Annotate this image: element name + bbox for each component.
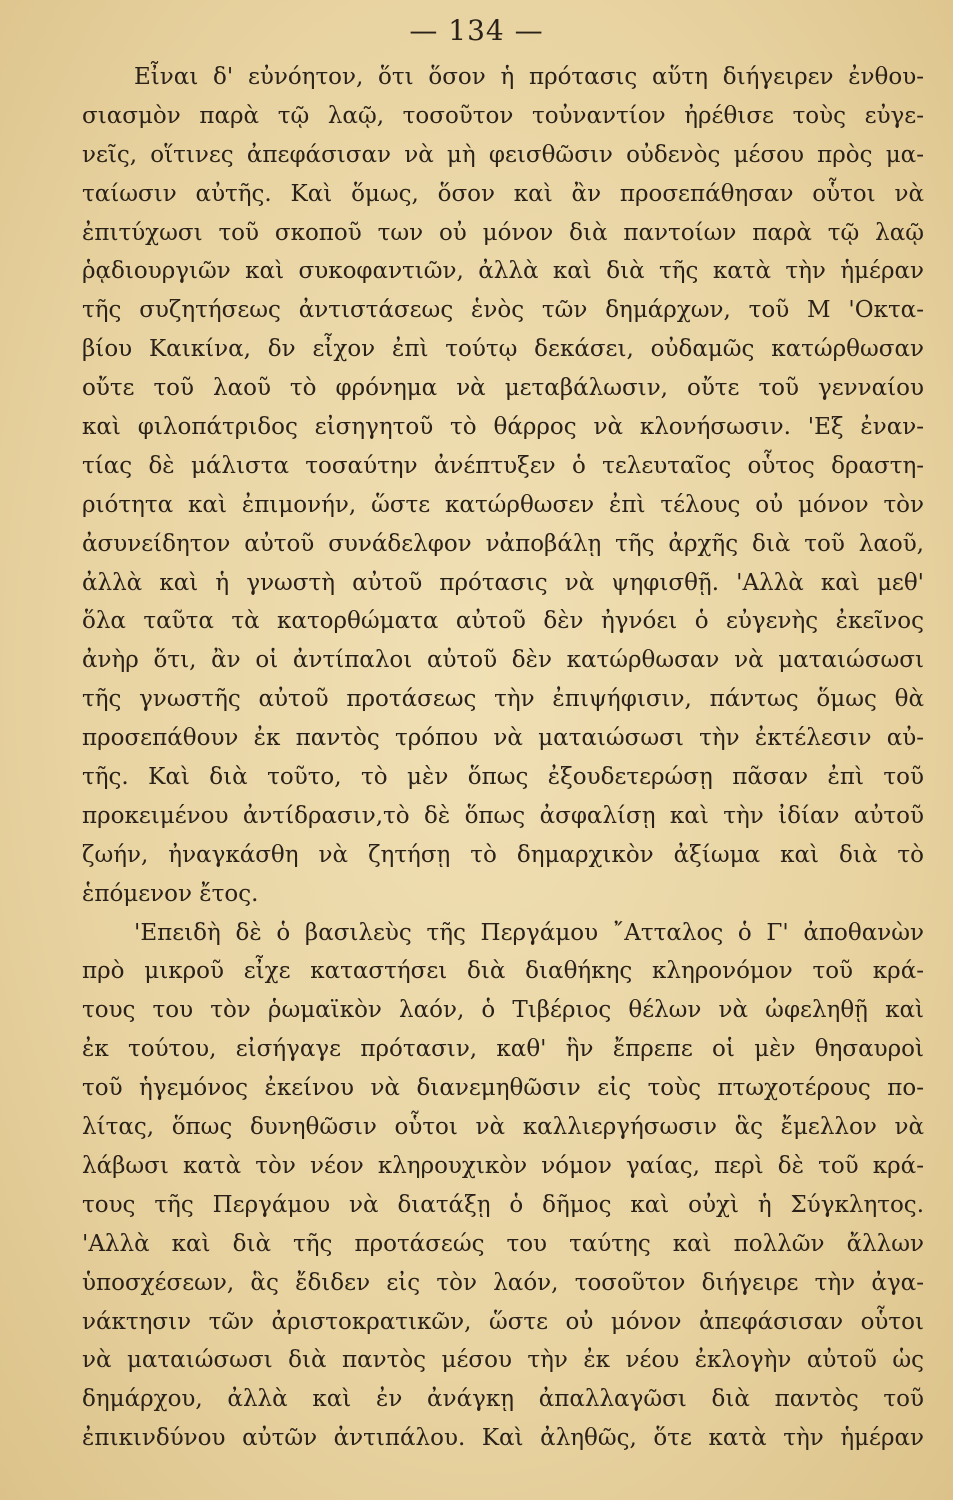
text-line: ῥᾳδιουργιῶν καὶ συκοφαντιῶν, ἀλλὰ καὶ διὰ τῆς κατὰ τὴν ἡμέραν — [82, 258, 924, 285]
text-line: τους του τὸν ῥωμαϊκὸν λαόν, ὁ Τιβέριος θέλων νὰ ὠφεληθῇ καὶ — [82, 997, 924, 1024]
text-line: Εἶναι δ' εὐνόητον, ὅτι ὅσον ἡ πρότασις αὕτη διήγειρεν ἐνθου- — [134, 64, 924, 90]
text-line: ἀνὴρ ὅτι, ἂν οἱ ἀντίπαλοι αὐτοῦ δὲν κατώρθωσαν νὰ ματαιώσωσι — [82, 647, 924, 674]
text-line: λάβωσι κατὰ τὸν νέον κληρουχικὸν νόμον γαίας, περὶ δὲ τοῦ κρά- — [82, 1152, 924, 1179]
body-text — [82, 58, 924, 1458]
text-line: τοῦ ἡγεμόνος ἐκείνου νὰ διανεμηθῶσιν εἰς τοὺς πτωχοτέρους πο- — [82, 1075, 924, 1102]
text-line: δημάρχου, ἀλλὰ καὶ ἐν ἀνάγκῃ ἀπαλλαγῶσι διὰ παντὸς τοῦ — [82, 1386, 924, 1413]
text-line: νὰ ματαιώσωσι διὰ παντὸς μέσου τὴν ἐκ νέου ἐκλογὴν αὐτοῦ ὡς — [82, 1347, 924, 1374]
text-line: σιασμὸν παρὰ τῷ λαῷ, τοσοῦτον τοὐναντίον ἠρέθισε τοὺς εὐγε- — [82, 102, 924, 129]
text-line: τῆς συζητήσεως ἀντιστάσεως ἑνὸς τῶν δημάρχων, τοῦ Μ 'Οκτα- — [82, 297, 924, 324]
text-line: πρὸ μικροῦ εἶχε καταστήσει διὰ διαθήκης κληρονόμον τοῦ κρά- — [82, 958, 924, 985]
text-line: τους τῆς Περγάμου νὰ διατάξῃ ὁ δῆμος καὶ οὐχὶ ἡ Σύγκλητος. — [82, 1191, 924, 1218]
text-line: ἀσυνείδητον αὐτοῦ συνάδελφον νἀποβάλῃ τῆς ἀρχῆς διὰ τοῦ λαοῦ, — [82, 530, 924, 557]
text-line: τῆς γνωστῆς αὐτοῦ προτάσεως τὴν ἐπιψήφισιν, πάντως ὅμως θὰ — [82, 686, 924, 713]
text-line: νεῖς, οἵτινες ἀπεφάσισαν νὰ μὴ φεισθῶσιν οὐδενὸς μέσου πρὸς μα- — [82, 141, 924, 168]
text-line: ἀλλὰ καὶ ἡ γνωστὴ αὐτοῦ πρότασις νὰ ψηφισθῇ. 'Αλλὰ καὶ μεθ' — [82, 569, 924, 596]
text-line: ἐπικινδύνου αὐτῶν ἀντιπάλου. Καὶ ἀληθῶς, ὅτε κατὰ τὴν ἡμέραν — [82, 1425, 924, 1452]
text-line: ταίωσιν αὐτῆς. Καὶ ὅμως, ὅσον καὶ ἂν προσεπάθησαν οὗτοι νὰ — [82, 180, 924, 207]
page-number: — 134 — — [409, 14, 544, 47]
text-line: βίου Καικίνα, δν εἶχον ἐπὶ τούτῳ δεκάσει, οὐδαμῶς κατώρθωσαν — [82, 336, 924, 363]
text-line: 'Αλλὰ καὶ διὰ τῆς προτάσεώς του ταύτης καὶ πολλῶν ἄλλων — [82, 1230, 924, 1257]
text-line: προκειμένου ἀντίδρασιν,τὸ δὲ ὅπως ἀσφαλίσῃ καὶ τὴν ἰδίαν αὐτοῦ — [82, 802, 924, 829]
text-line: προσεπάθουν ἐκ παντὸς τρόπου νὰ ματαιώσωσι τὴν ἐκτέλεσιν αὐ- — [82, 725, 924, 752]
text-line: 'Επειδὴ δὲ ὁ βασιλεὺς τῆς Περγάμου ῎Ατταλος ὁ Γ' ἀποθανὼν — [134, 919, 924, 946]
text-line: λίτας, ὅπως δυνηθῶσιν οὗτοι νὰ καλλιεργήσωσιν ἃς ἔμελλον νὰ — [82, 1114, 924, 1141]
text-line: τίας δὲ μάλιστα τοσαύτην ἀνέπτυξεν ὁ τελευταῖος οὗτος δραστη- — [82, 452, 924, 479]
text-line: νάκτησιν τῶν ἀριστοκρατικῶν, ὥστε οὐ μόνον ἀπεφάσισαν οὗτοι — [82, 1308, 924, 1335]
text-line: ζωήν, ἠναγκάσθη νὰ ζητήσῃ τὸ δημαρχικὸν ἀξίωμα καὶ διὰ τὸ — [82, 841, 924, 868]
text-line: τῆς. Καὶ διὰ τοῦτο, τὸ μὲν ὅπως ἐξουδετερώσῃ πᾶσαν ἐπὶ τοῦ — [82, 764, 924, 791]
text-line: ὅλα ταῦτα τὰ κατορθώματα αὐτοῦ δὲν ἠγνόει ὁ εὐγενὴς ἐκεῖνος — [82, 608, 924, 635]
text-line: ἐκ τούτου, εἰσήγαγε πρότασιν, καθ' ἣν ἔπρεπε οἱ μὲν θησαυροὶ — [82, 1036, 924, 1063]
text-line: ριότητα καὶ ἐπιμονήν, ὥστε κατώρθωσεν ἐπὶ τέλους οὐ μόνον τὸν — [82, 491, 924, 518]
text-line: καὶ φιλοπάτριδος εἰσηγητοῦ τὸ θάρρος νὰ κλονήσωσιν. 'Εξ ἐναν- — [82, 414, 924, 441]
text-line: ἑπόμενον ἔτος. — [82, 880, 259, 907]
text-line: ὑποσχέσεων, ἃς ἔδιδεν εἰς τὸν λαόν, τοσοῦτον διήγειρε τὴν ἀγα- — [82, 1269, 924, 1296]
text-line: οὔτε τοῦ λαοῦ τὸ φρόνημα νὰ μεταβάλωσιν, οὔτε τοῦ γενναίου — [82, 375, 924, 402]
text-line: ἐπιτύχωσι τοῦ σκοποῦ των οὐ μόνον διὰ παντοίων παρὰ τῷ λαῷ — [82, 219, 924, 246]
